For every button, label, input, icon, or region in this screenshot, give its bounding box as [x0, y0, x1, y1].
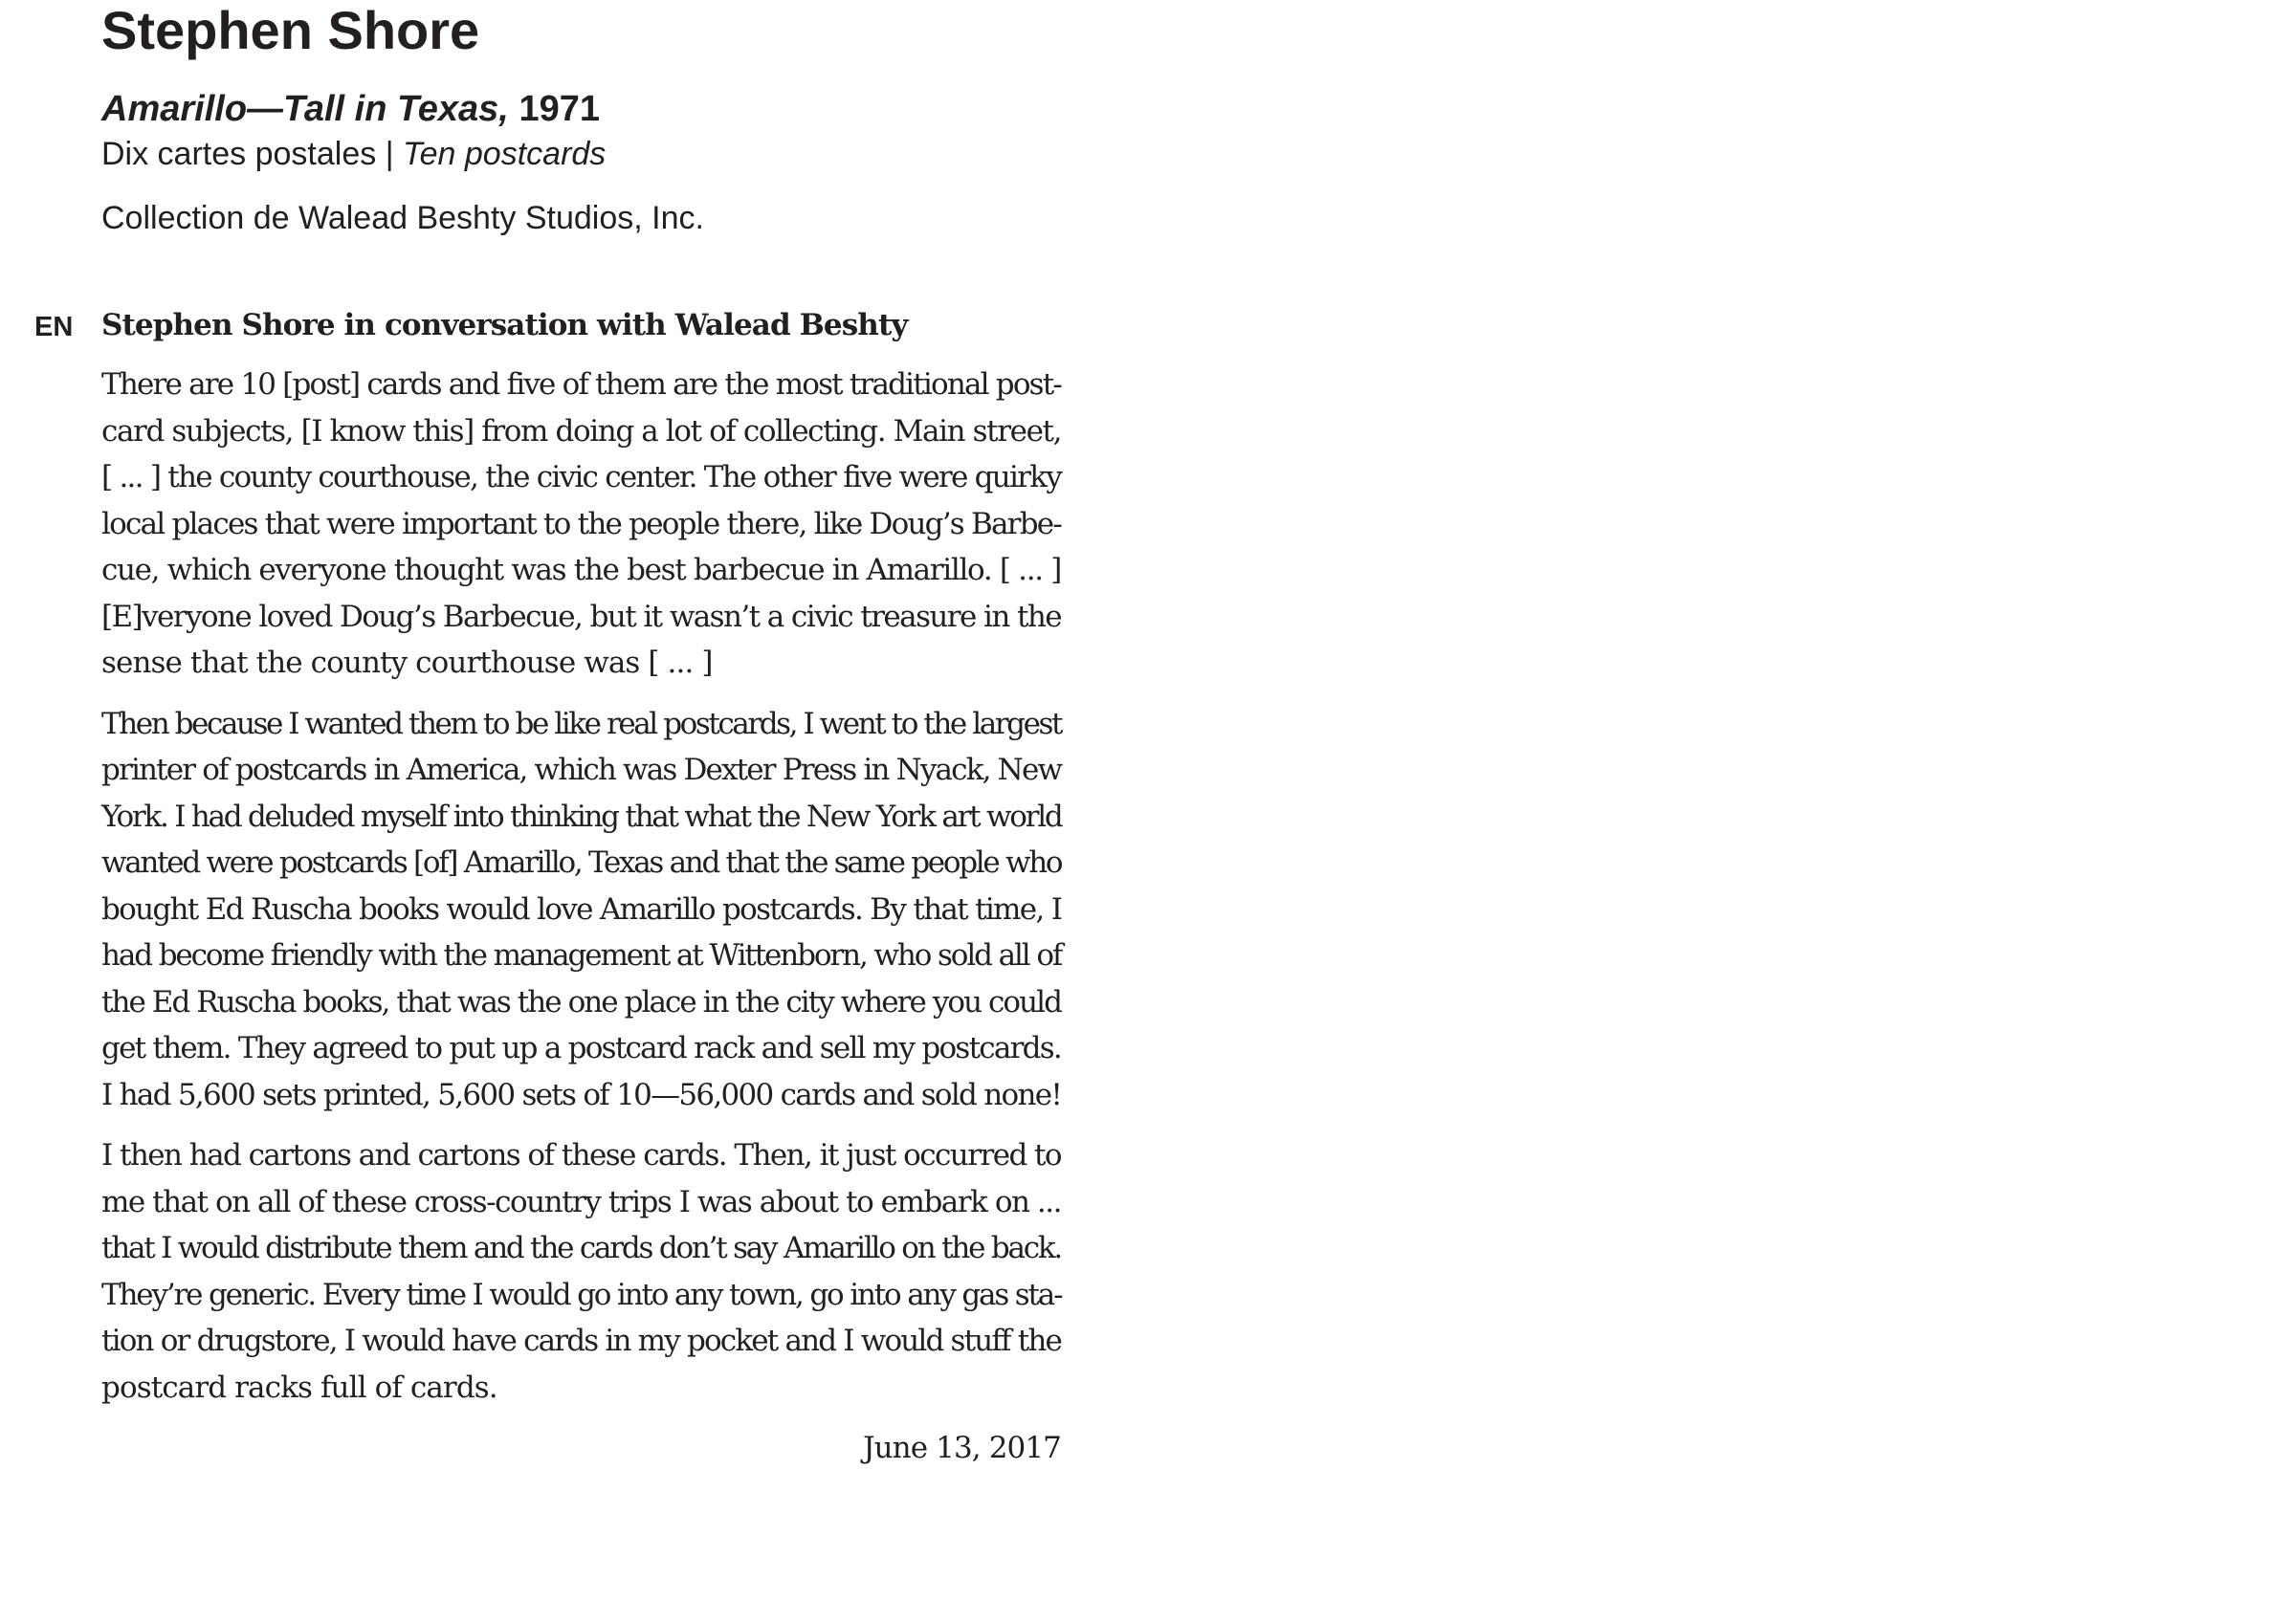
paragraph-line: local places that were important to the people there, like Doug’s Barbe-: [101, 506, 1061, 541]
artwork-year: 1971: [519, 89, 600, 129]
paragraph-line: card subjects, [I know this] from doing a lot of collecting. Main street,: [101, 413, 1062, 449]
paragraph-line: bought Ed Ruscha books would love Amarillo postcards. By that time, I: [101, 891, 1062, 927]
artist-name: Stephen Shore: [101, 0, 480, 60]
artwork-medium-line: [101, 132, 606, 176]
paragraph-line: had become friendly with the management at Wittenborn, who sold all of: [101, 938, 1062, 973]
paragraph: [101, 701, 1061, 1119]
paragraph-line: the Ed Ruscha books, that was the one place in the city where you could: [101, 984, 1061, 1020]
paragraph-line: [ ... ] the county courthouse, the civic center. The other five were quirky: [101, 460, 1061, 494]
article-body: [101, 302, 1061, 1471]
medium-french: Dix cartes postales: [101, 136, 377, 172]
paragraph: [101, 1132, 1061, 1411]
paragraph-line: I then had cartons and cartons of these cards. Then, it just occurred to: [101, 1138, 1062, 1173]
paragraph-line: tion or drugstore, I would have cards in my pocket and I would stuff the: [101, 1324, 1061, 1358]
paragraph-line: wanted were postcards [of] Amarillo, Texas and that the same people who: [101, 845, 1062, 880]
artwork-title-line: [101, 86, 600, 132]
medium-separator: |: [385, 136, 394, 172]
language-tag: EN: [34, 312, 74, 342]
paragraph-line: postcard racks full of cards.: [101, 1370, 497, 1405]
conversation-heading: Stephen Shore in conversation with Walead Beshty: [101, 308, 908, 342]
paragraph-line: [E]veryone loved Doug’s Barbecue, but it wasn’t a civic treasure in the: [101, 599, 1061, 634]
paragraph-line: cue, which everyone thought was the best barbecue in Amarillo. [ ... ]: [101, 553, 1062, 587]
paragraph-line: I had 5,600 sets printed, 5,600 sets of 10—56,000 cards and sold none!: [101, 1077, 1062, 1112]
paragraph-line: Then because I wanted them to be like real postcards, I went to the largest: [101, 706, 1061, 741]
collection-credit: Collection de Walead Beshty Studios, Inc.: [101, 200, 704, 236]
paragraph-list: [101, 362, 1061, 1411]
artwork-title: Amarillo—Tall in Texas,: [101, 89, 509, 129]
paragraph: [101, 362, 1061, 687]
interview-date: June 13, 2017: [863, 1431, 1061, 1465]
medium-english: Ten postcards: [402, 136, 607, 172]
paragraph-line: printer of postcards in America, which was Dexter Press in Nyack, New: [101, 753, 1062, 787]
paragraph-line: They’re generic. Every time I would go into any town, go into any gas sta-: [101, 1277, 1062, 1312]
paragraph-line: me that on all of these cross-country trips I was about to embark on ...: [101, 1184, 1061, 1219]
paragraph-line: sense that the county courthouse was [ ... ]: [101, 646, 713, 680]
paragraph-line: get them. They agreed to put up a postcard rack and sell my postcards.: [101, 1031, 1061, 1065]
paragraph-line: that I would distribute them and the cards don’t say Amarillo on the back.: [101, 1231, 1062, 1265]
paragraph-line: York. I had deluded myself into thinking that what the New York art world: [101, 799, 1062, 834]
paragraph-line: There are 10 [post] cards and five of them are the most traditional post-: [101, 367, 1062, 402]
